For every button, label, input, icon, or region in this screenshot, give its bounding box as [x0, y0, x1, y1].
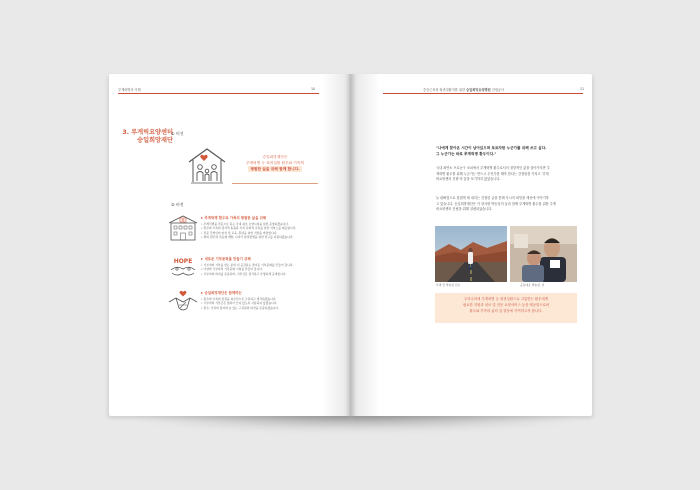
vision-heading-2: 새로운 기부문화를 만들기 위해	[204, 257, 251, 261]
vision-2-line: • 기부자의 의지를 존중하며, 기부금은 정직하고 투명하게 공개합니다.	[201, 271, 287, 276]
right-page	[351, 74, 592, 416]
vision-3-line: • 환우와 가족의 입장을 최우선으로 고민하고 생각하겠습니다.	[201, 296, 277, 301]
hope-icon	[167, 254, 199, 282]
right-page-number: 11	[580, 87, 585, 91]
section-title-line2: 승일희망재단	[137, 137, 173, 144]
right-header-title-bold: 승일희망요양병원	[466, 88, 491, 92]
vision-2-line: • 다양한 기부자의 기부문화 기회를 만들어 갑니다.	[201, 267, 263, 272]
callout-line: 우리나라에 루게릭병 등 희귀질환으로 고통받는 환우에게	[464, 297, 548, 301]
vision-block-1	[201, 215, 331, 240]
vision-1-line: • 루게릭병을 전문으로 하는 국내 최초 요양시설을 설립·운영하겠습니다.	[201, 221, 290, 226]
mission-line-2: 루게릭병 등 희귀질환 환우와 가족의	[245, 161, 305, 165]
vision-2-line: • 기부자와 기부를 받는 분의 더 공감하는 즐거운 기부문화를 만들어 갑니다.	[201, 262, 294, 267]
paragraph-line: 국내 최연소 프로농구 코치에서 루게릭병 환우로서의 절망적인 삶을 살아가지만 루	[436, 166, 550, 170]
photo-co-founders	[510, 226, 577, 282]
quote	[436, 145, 576, 157]
vision-heading-3: 승일희망재단은 함께하는	[204, 291, 242, 295]
callout-line: 환우와 가족의 삶의 질 향상에 기여하고자 합니다.	[469, 309, 543, 313]
vision-1-line: • 환우와 가족의 정서적 돌봄과 가족·사회적 교류를 위한 서비스를 제공합니다.	[201, 226, 297, 231]
paragraph-2	[436, 196, 576, 213]
hope-icon-text: HOPE	[173, 258, 193, 265]
triangle-bullet-icon	[201, 292, 203, 294]
vision-1-line: • 병의 원인과 치료제 개발, 나아가 완치방법을 위한 연구를 지원하겠습니다.	[201, 235, 294, 240]
mission-label: ① 미션	[171, 131, 184, 136]
photo2-caption: 공동대표 박승일, 션	[520, 283, 545, 287]
callout-line: 필요한 지원과 치료 및 전문 요양서비스 등을 제공함으로써	[462, 303, 550, 307]
mission-line-1: 승일희망재단은	[262, 155, 288, 159]
handshake-icon	[167, 288, 199, 316]
triangle-bullet-icon	[201, 258, 203, 260]
house-family-icon	[187, 146, 227, 186]
building-icon	[167, 214, 199, 242]
left-header-rule	[118, 93, 319, 94]
vision-block-3	[201, 290, 331, 310]
photo1-caption: 투병 전 박승일 선수	[436, 283, 461, 287]
paragraph-line: 릭요양센터 건립을 위해 설립되었습니다.	[436, 207, 493, 212]
vision-label: ② 비전	[171, 202, 184, 207]
quote-line: "나에게 찾아온 시간이 남아있으며 포르자한 누군가를 위해 쓰고 싶다.	[436, 146, 547, 150]
right-header	[423, 87, 504, 92]
paragraph-line: 게릭병 환우를 위해 누군가는 반드시 무언가를 해야 한다는 간절함을 가지고 '루게	[436, 171, 549, 176]
book-gutter	[346, 74, 356, 416]
left-page	[109, 74, 351, 416]
left-page-number: 10	[311, 87, 316, 91]
right-header-rule	[383, 93, 583, 94]
vision-3-line: • 환우, 가족의 입자와 늘 있는 구성원의 의견을 존중하겠습니다.	[201, 305, 280, 310]
triangle-bullet-icon	[201, 217, 203, 219]
mission-text	[232, 154, 318, 172]
road-landscape-image	[435, 226, 507, 282]
mission-highlight: 평범한 삶을 위해 함께 합니다.	[250, 167, 300, 171]
paragraph-line: 고 있습니다. 승일희망재단은 이 한사람 박승일의 꿈과 함께 루게릭병 환우를 위한 루게	[436, 201, 556, 206]
vision-block-2	[201, 256, 331, 276]
section-title	[118, 129, 173, 145]
right-header-title: 중증근육성 희귀질환자를 위한	[423, 88, 466, 92]
paragraph-line: 늘 판빠접으로 힘겹게 세 내리는 간절한 글을 통해 사시의 희망을 세상에 이야기하	[436, 196, 549, 200]
vision-3-line: • 기부자의 기부금은 헛되이 쓰지 않도록 사용하지 않겠습니다.	[201, 301, 278, 306]
two-people-image	[510, 226, 577, 282]
vision-heading-1: 루게릭병 환우와 가족의 평범한 삶을 위해	[204, 216, 267, 220]
paragraph-1	[436, 166, 576, 183]
left-header-title: 루게릭병의 이해	[118, 88, 141, 92]
paragraph-line: 릭요양센터 건립'의 꿈을 포기하지 않았습니다.	[436, 177, 501, 182]
callout-text	[435, 296, 577, 314]
quote-line: 그 누군가는 바로 루게릭병 환우이다."	[436, 152, 497, 156]
vision-1-line: • 전문 간병인의 양성 및 교육, 훈련을 위한 기반을 마련합니다.	[201, 230, 278, 235]
mission-underline	[232, 183, 318, 184]
photo-player-before	[435, 226, 507, 282]
right-header-title-suffix: 건립공사	[491, 88, 505, 92]
section-title-line1: 3. 루게릭요양센터	[122, 129, 173, 136]
